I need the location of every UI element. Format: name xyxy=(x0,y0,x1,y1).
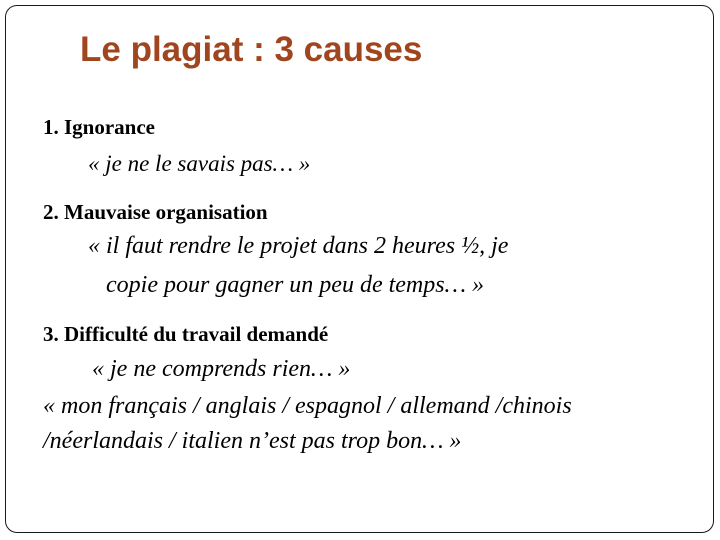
cause-3-quote-line-2: « mon français / anglais / espagnol / allemand /chinois xyxy=(43,393,572,419)
cause-3-heading: 3. Difficulté du travail demandé xyxy=(43,322,329,346)
cause-2-heading: 2. Mauvaise organisation xyxy=(43,200,268,224)
cause-3-quote-line-1: « je ne comprends rien… » xyxy=(92,356,351,382)
cause-2-quote-line-2: copie pour gagner un peu de temps… » xyxy=(106,272,484,298)
slide-title: Le plagiat : 3 causes xyxy=(80,30,423,69)
cause-3-quote-line-3: /néerlandais / italien n’est pas trop bon… » xyxy=(43,428,462,454)
cause-1-quote-line-1: « je ne le savais pas… » xyxy=(88,151,311,176)
cause-1-heading: 1. Ignorance xyxy=(43,115,155,139)
cause-2-quote-line-1: « il faut rendre le projet dans 2 heures ½, je xyxy=(88,233,509,259)
